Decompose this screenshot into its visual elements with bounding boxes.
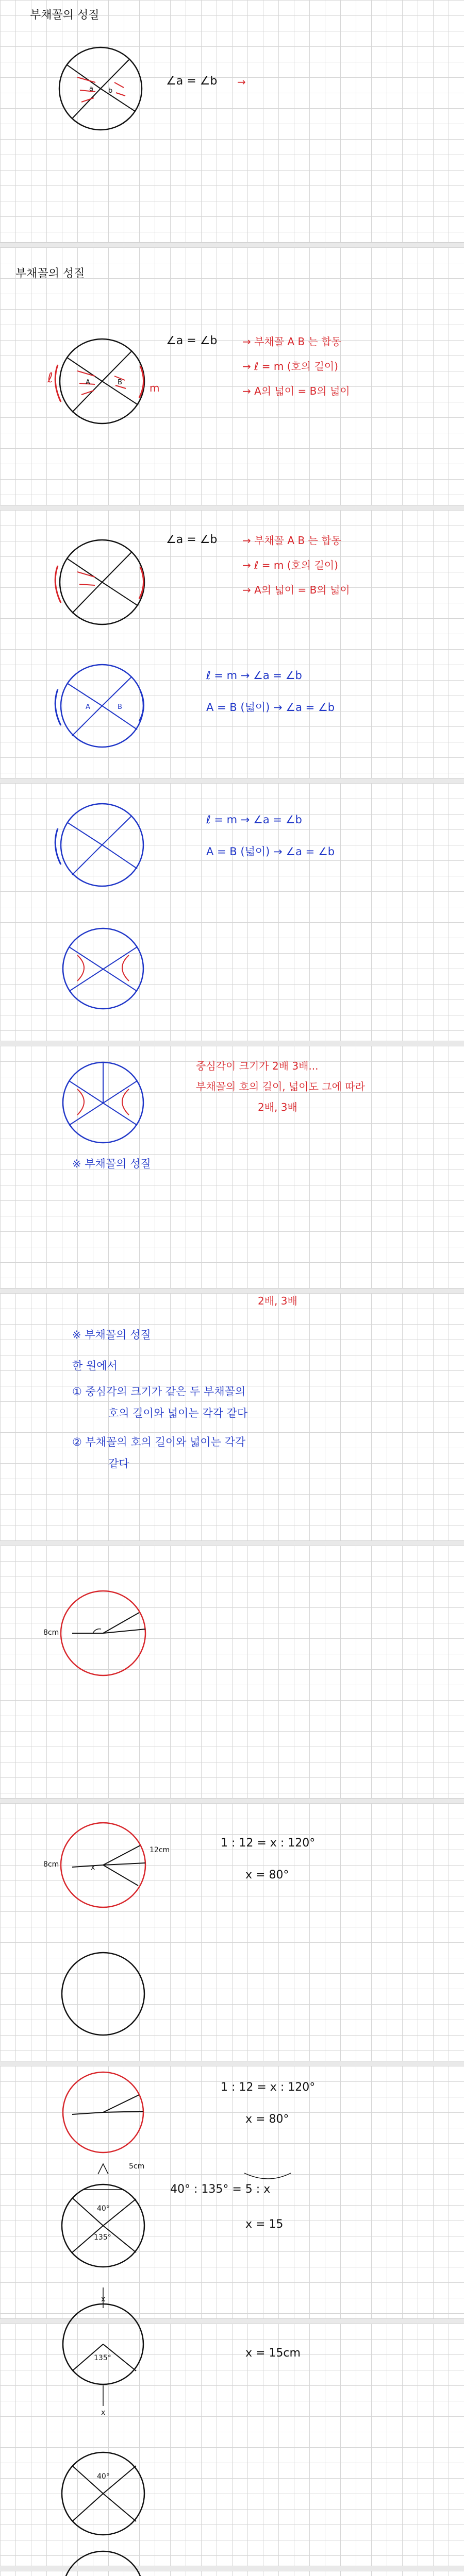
unknown-label: x	[101, 2295, 106, 2303]
property-line-1: → 부채꼴 A B 는 합동	[242, 534, 341, 547]
note-page-9	[0, 2066, 464, 2318]
sector-diagram	[0, 0, 464, 242]
result-equation: x = 15cm	[245, 2347, 301, 2360]
svg-text:a: a	[89, 85, 93, 93]
arc-label-m: m	[150, 382, 160, 394]
length-label: 5cm	[129, 2162, 145, 2171]
radius-label: 8cm	[43, 1629, 59, 1637]
property-line-1: → 부채꼴 A B 는 합동	[242, 335, 341, 348]
ratio-equation: 1 : 12 = x : 120°	[221, 2081, 316, 2094]
note-page-7	[0, 1546, 464, 1798]
note-page-1	[0, 0, 464, 242]
property-line-3: → A의 넓이 = B의 넓이	[242, 584, 350, 596]
note-page-5	[0, 1046, 464, 1288]
result-equation: x = 80°	[245, 2113, 289, 2126]
arrow: →	[237, 76, 246, 88]
svg-text:B: B	[118, 703, 122, 711]
arc-label: 12cm	[150, 1846, 170, 1854]
page-title: 부채꼴의 성질	[15, 267, 85, 280]
note-red-3: 2배, 3배	[258, 1101, 297, 1113]
note-item-2b: 같다	[108, 1458, 129, 1470]
page-title: 부채꼴의 성질	[30, 9, 100, 22]
note-red-2: 부채꼴의 호의 길이, 넓이도 그에 따라	[196, 1080, 365, 1093]
svg-text:b: b	[108, 87, 113, 95]
unknown-label: x	[101, 2409, 106, 2417]
result-equation-2: x = 15	[245, 2218, 284, 2231]
property-line-3: → A의 넓이 = B의 넓이	[242, 385, 350, 397]
sector-diagram	[0, 247, 464, 505]
converse-line-1: ℓ = m → ∠a = ∠b	[206, 669, 302, 682]
note-item-2a: ② 부채꼴의 호의 길이와 넓이는 각각	[72, 1436, 246, 1448]
sector-diagram-pair	[0, 510, 464, 778]
note-page-10	[0, 2324, 464, 2566]
property-line-2: → ℓ = m (호의 길이)	[242, 360, 338, 372]
note-page-11	[0, 2571, 464, 2576]
note-item-1a: ① 중심각의 크기가 같은 두 부채꼴의	[72, 1385, 246, 1398]
note-red-1: 중심각이 크기가 2배 3배...	[196, 1060, 319, 1072]
note-page-8	[0, 1803, 464, 2061]
angle-equation: ∠a = ∠b	[166, 334, 218, 347]
cut-off-text: 2배, 3배	[258, 1295, 297, 1307]
proportion-equation: 40° : 135° = 5 : x	[170, 2183, 271, 2196]
note-item-0: 한 원에서	[72, 1360, 118, 1372]
svg-text:A: A	[86, 703, 90, 711]
property-line-2: → ℓ = m (호의 길이)	[242, 559, 338, 571]
angle-label-135: 135°	[94, 2354, 111, 2362]
converse-line-2: A = B (넓이) → ∠a = ∠b	[206, 701, 335, 714]
note-page-4	[0, 783, 464, 1041]
sector-diagram-pair	[0, 2324, 464, 2566]
note-heading: ※ 부채꼴의 성질	[72, 1158, 151, 1170]
angle-label-135: 135°	[94, 2233, 111, 2242]
angle-label: x	[91, 1863, 95, 1872]
angle-label-40: 40°	[97, 2205, 110, 2213]
angle-label-40: 40°	[97, 2472, 110, 2481]
svg-text:A: A	[86, 379, 90, 386]
note-page-2	[0, 247, 464, 505]
angle-equation: ∠a = ∠b	[166, 533, 218, 546]
note-page-6	[0, 1293, 464, 1540]
svg-text:B: B	[118, 379, 122, 386]
circle-sector-diagram	[0, 1546, 464, 1798]
radius-label: 8cm	[43, 1860, 59, 1869]
converse-line-1: ℓ = m → ∠a = ∠b	[206, 814, 302, 826]
note-page-3	[0, 510, 464, 778]
note-item-1b: 호의 길이와 넓이는 각각 같다	[108, 1407, 248, 1419]
result-equation: x = 80°	[245, 1869, 289, 1882]
chord-diagram	[0, 2571, 464, 2576]
converse-line-2: A = B (넓이) → ∠a = ∠b	[206, 845, 335, 858]
arc-label-l: ℓ	[47, 370, 53, 386]
ratio-equation: 1 : 12 = x : 120°	[221, 1837, 316, 1850]
angle-equation: ∠a = ∠b	[166, 75, 218, 88]
note-heading: ※ 부채꼴의 성질	[72, 1329, 151, 1341]
